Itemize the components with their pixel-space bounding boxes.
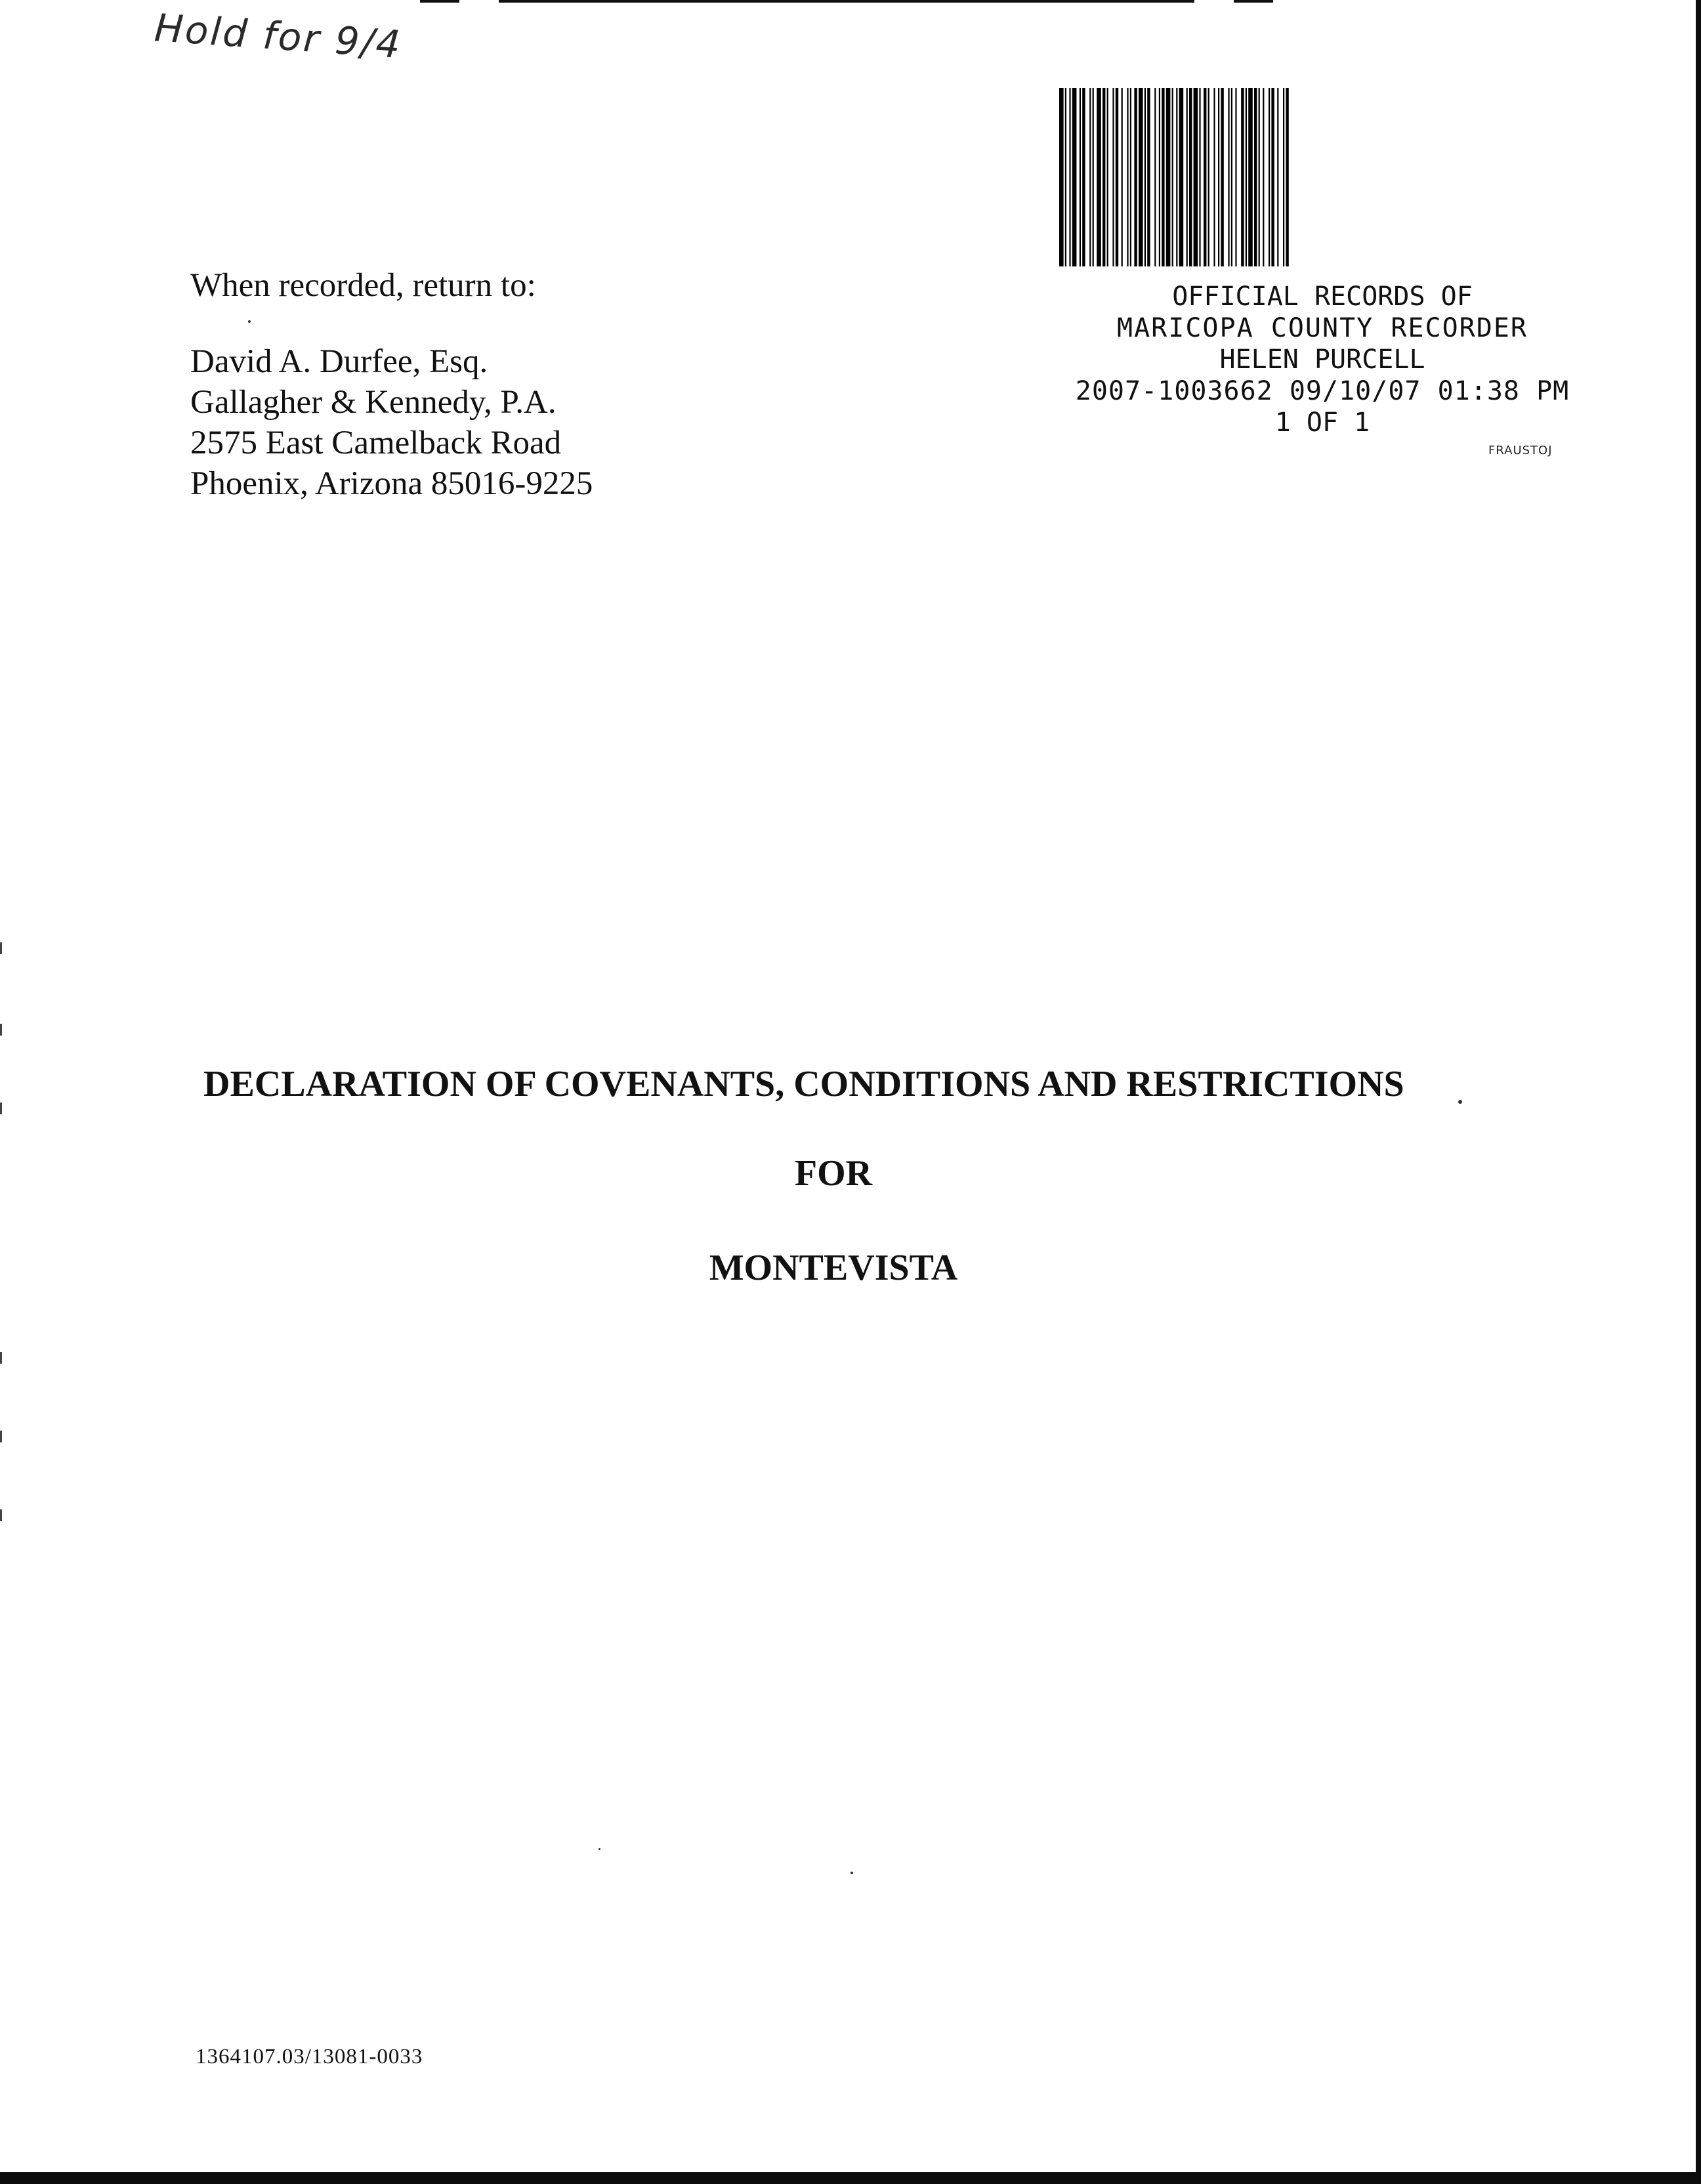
barcode-bar bbox=[1139, 88, 1143, 266]
stamp-line-record-number: 2007-1003662 09/10/07 01:38 PM bbox=[1075, 376, 1570, 406]
barcode-bar bbox=[1166, 88, 1171, 266]
title-line-for: FOR bbox=[794, 1153, 873, 1194]
barcode-bar bbox=[1176, 88, 1177, 266]
barcode-bar bbox=[1080, 88, 1081, 266]
barcode-bar bbox=[1147, 88, 1150, 266]
barcode-bar bbox=[1154, 88, 1156, 266]
stamp-line-pages: 1 OF 1 bbox=[1274, 408, 1370, 438]
barcode-bar bbox=[1072, 88, 1077, 266]
scan-edge-mark bbox=[0, 942, 2, 954]
scan-edge-mark bbox=[0, 1024, 2, 1036]
barcode-bar bbox=[1172, 88, 1173, 266]
barcode-bar bbox=[1069, 88, 1070, 266]
barcode-bar bbox=[1254, 88, 1257, 266]
barcode-bar bbox=[1102, 88, 1105, 266]
return-city: Phoenix, Arizona 85016-9225 bbox=[190, 465, 593, 502]
scan-speck bbox=[248, 320, 251, 323]
barcode-bar bbox=[1082, 88, 1085, 266]
scan-edge-mark bbox=[0, 1509, 2, 1521]
title-line-declaration: DECLARATION OF COVENANTS, CONDITIONS AND RESTRICTIONS bbox=[203, 1064, 1404, 1104]
barcode-bar bbox=[1241, 88, 1244, 266]
barcode-bar bbox=[1189, 88, 1192, 266]
barcode-bar bbox=[1065, 88, 1066, 266]
scan-bottom-border bbox=[0, 2172, 1701, 2184]
scan-speck bbox=[850, 1872, 853, 1874]
title-line-project: MONTEVISTA bbox=[709, 1248, 958, 1288]
barcode-bar bbox=[1059, 88, 1064, 266]
barcode-bar bbox=[1107, 88, 1108, 266]
scan-speck bbox=[598, 1848, 600, 1850]
return-heading: When recorded, return to: bbox=[190, 267, 536, 304]
barcode-bar bbox=[1127, 88, 1128, 266]
barcode-bar bbox=[1235, 88, 1236, 266]
barcode-bar bbox=[1246, 88, 1247, 266]
barcode-bar bbox=[1097, 88, 1101, 266]
barcode-bar bbox=[1259, 88, 1260, 266]
scan-top-rule bbox=[420, 0, 459, 3]
barcode-bar bbox=[1186, 88, 1188, 266]
scan-speck bbox=[1458, 1100, 1462, 1104]
barcode-bar bbox=[1162, 88, 1164, 266]
barcode-bar bbox=[1271, 88, 1274, 266]
recorder-stamp bbox=[1050, 281, 1595, 438]
barcode-bar bbox=[1228, 88, 1229, 266]
stamp-line-recorder-name: HELEN PURCELL bbox=[1219, 345, 1425, 375]
barcode-bar bbox=[1286, 88, 1288, 266]
barcode-bar bbox=[1199, 88, 1200, 266]
barcode-bar bbox=[1221, 88, 1223, 266]
barcode-bar bbox=[1130, 88, 1131, 266]
barcode-bar bbox=[1277, 88, 1278, 266]
barcode-bar bbox=[1144, 88, 1146, 266]
document-number: 1364107.03/13081-0033 bbox=[196, 2045, 423, 2068]
barcode-bar bbox=[1089, 88, 1091, 266]
barcode-bar bbox=[1116, 88, 1118, 266]
scan-top-rule bbox=[499, 0, 1194, 3]
scan-edge-mark bbox=[0, 1352, 2, 1364]
handwritten-note: Hold for 9/4 bbox=[153, 5, 404, 68]
barcode-bar bbox=[1112, 88, 1114, 266]
return-street: 2575 East Camelback Road bbox=[190, 425, 562, 461]
barcode-bar bbox=[1208, 88, 1209, 266]
stamp-line-official: OFFICIAL RECORDS OF bbox=[1172, 282, 1473, 312]
stamp-line-county: MARICOPA COUNTY RECORDER bbox=[1117, 313, 1528, 343]
barcode-bar bbox=[1194, 88, 1198, 266]
barcode-bar bbox=[1122, 88, 1123, 266]
return-firm: Gallagher & Kennedy, P.A. bbox=[190, 384, 556, 421]
barcode-bar bbox=[1204, 88, 1206, 266]
return-address-block bbox=[190, 265, 593, 504]
barcode-bar bbox=[1283, 88, 1284, 266]
barcode-bar bbox=[1269, 88, 1270, 266]
barcode-bar bbox=[1159, 88, 1160, 266]
barcode-bar bbox=[1263, 88, 1264, 266]
scan-right-border bbox=[1696, 0, 1701, 2184]
return-name: David A. Durfee, Esq. bbox=[190, 343, 488, 380]
barcode-bar bbox=[1213, 88, 1215, 266]
barcode-bar bbox=[1218, 88, 1219, 266]
scan-edge-mark bbox=[0, 1102, 2, 1114]
barcode-bar bbox=[1134, 88, 1137, 266]
scan-edge-mark bbox=[0, 1431, 2, 1442]
barcode-bar bbox=[1231, 88, 1232, 266]
scan-top-rule bbox=[1234, 0, 1273, 3]
barcode bbox=[1059, 88, 1519, 266]
barcode-bar bbox=[1093, 88, 1094, 266]
clerk-id: FRAUSTOJ bbox=[1488, 444, 1553, 457]
barcode-bar bbox=[1248, 88, 1253, 266]
barcode-bar bbox=[1179, 88, 1184, 266]
